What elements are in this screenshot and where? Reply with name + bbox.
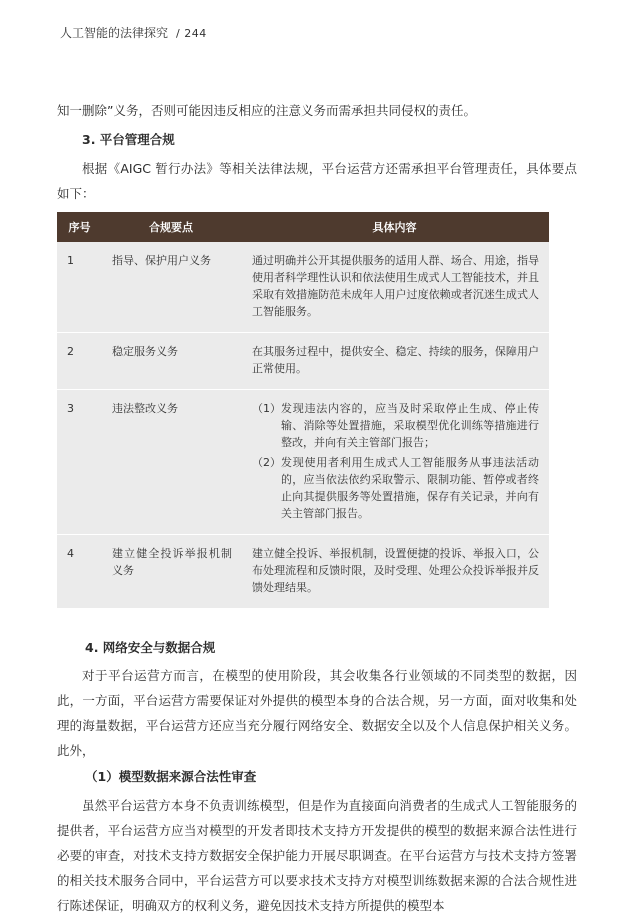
paragraph-continuation: 知一删除”义务，否则可能因违反相应的注意义务而需承担共同侵权的责任。 bbox=[57, 103, 476, 118]
paragraph-data-compliance: 对于平台运营方而言，在模型的使用阶段，其会收集各行业领域的不同类型的数据，因此，一方面，平台运营方需要保证对外提供的模型本身的合法合规，另一方面，面对收集和处理的海量数据，平台运营方还应当充分履行网络安全、数据安全以及个人信息保护相关义务。此外， bbox=[57, 668, 577, 758]
row-content: 建立健全投诉、举报机制，设置便捷的投诉、举报入口，公布处理流程和反馈时限，及时受理、处理公众投诉举报并反馈处理结果。 bbox=[240, 535, 549, 609]
section-heading-4: 4. 网络安全与数据合规 bbox=[85, 640, 216, 655]
table-header-row bbox=[57, 212, 549, 242]
table-row bbox=[57, 242, 549, 333]
table-header-no: 序号 bbox=[57, 212, 102, 242]
row-number: 4 bbox=[57, 535, 102, 609]
list-item-text: 发现使用者利用生成式人工智能服务从事违法活动的，应当依法依约采取警示、限制功能、暂停或者终止向其提供服务等处置措施，保存有关记录，并向有关主管部门报告。 bbox=[281, 456, 539, 520]
row-point: 违法整改义务 bbox=[102, 390, 240, 535]
sub-heading: （1）模型数据来源合法性审查 bbox=[85, 769, 257, 784]
paragraph-data-source-review: 虽然平台运营方本身不负责训练模型，但是作为直接面向消费者的生成式人工智能服务的提供者，平台运营方应当对模型的开发者即技术支持方开发提供的模型的数据来源合法性进行必要的审查，对技术支持方数据安全保护能力开展尽职调查。在平台运营方与技术支持方签署的相关技术服务合同中，平台运营方可以要求技术支持方对模型训练数据来源的合法合规性进行陈述保证，明确双方的权利义务，避免因技术支持方所提供的模型本 bbox=[57, 798, 577, 913]
table-row bbox=[57, 535, 549, 609]
section-heading-3: 3. 平台管理合规 bbox=[82, 132, 175, 147]
row-point: 建立健全投诉举报机制义务 bbox=[102, 535, 240, 609]
page-body bbox=[57, 98, 577, 918]
compliance-table bbox=[57, 212, 549, 609]
row-content: 通过明确并公开其提供服务的适用人群、场合、用途，指导使用者科学理性认识和依法使用生成式人工智能技术，并且采取有效措施防范未成年人用户过度依赖或者沉迷生成式人工智能服务。 bbox=[240, 242, 549, 333]
list-item bbox=[252, 454, 539, 522]
table-row bbox=[57, 390, 549, 535]
table-header-content: 具体内容 bbox=[240, 212, 549, 242]
row-number: 1 bbox=[57, 242, 102, 333]
book-title: 人工智能的法律探究 bbox=[60, 26, 169, 40]
row-content bbox=[240, 390, 549, 535]
row-point: 稳定服务义务 bbox=[102, 333, 240, 390]
row-number: 2 bbox=[57, 333, 102, 390]
list-item bbox=[252, 400, 539, 451]
row-number: 3 bbox=[57, 390, 102, 535]
list-item-number: （2） bbox=[252, 456, 281, 469]
table-row bbox=[57, 333, 549, 390]
running-header bbox=[60, 24, 207, 41]
row-content: 在其服务过程中，提供安全、稳定、持续的服务，保障用户正常使用。 bbox=[240, 333, 549, 390]
page-number: / 244 bbox=[176, 27, 207, 40]
row-point: 指导、保护用户义务 bbox=[102, 242, 240, 333]
table-header-point: 合规要点 bbox=[102, 212, 240, 242]
paragraph-intro: 根据《AIGC 暂行办法》等相关法律法规，平台运营方还需承担平台管理责任，具体要点如下： bbox=[57, 161, 577, 201]
list-item-number: （1） bbox=[252, 402, 281, 415]
list-item-text: 发现违法内容的，应当及时采取停止生成、停止传输、消除等处置措施，采取模型优化训练等措施进行整改，并向有关主管部门报告； bbox=[281, 402, 539, 449]
